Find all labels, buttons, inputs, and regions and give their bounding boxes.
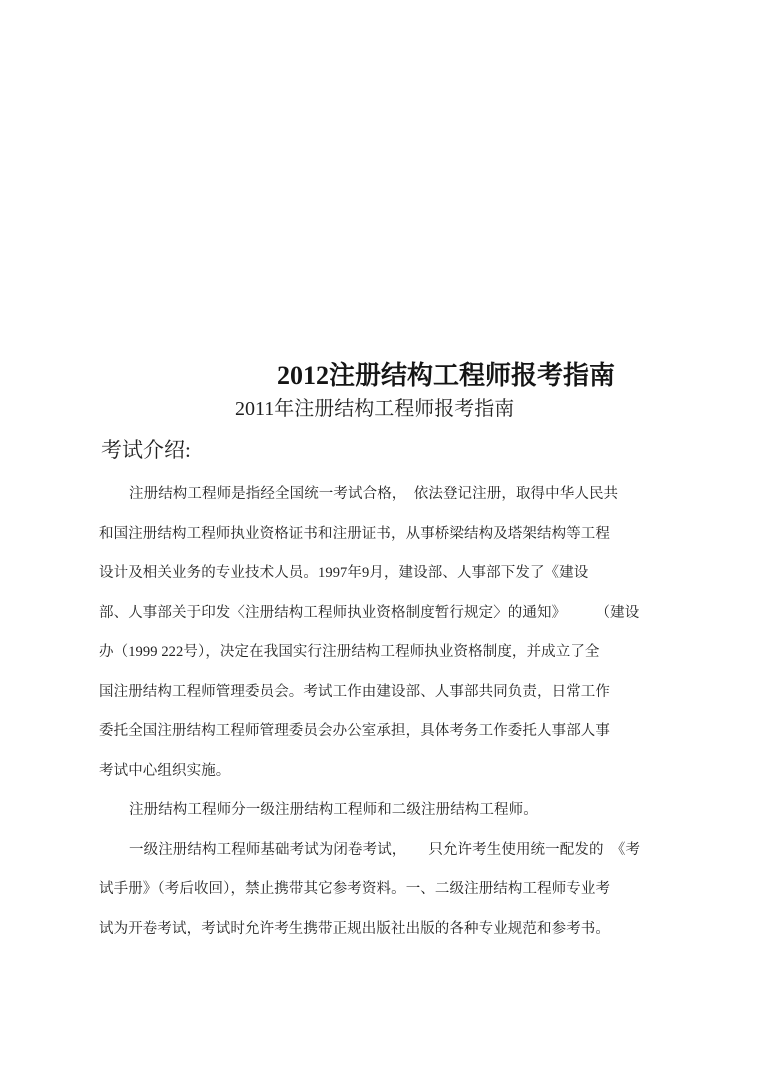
document-subtitle: 2011年注册结构工程师报考指南 [235,398,515,420]
body-line: 注册结构工程师是指经全国统一考试合格， 依法登记注册，取得中华人民共 [129,486,619,502]
document-title: 2012注册结构工程师报考指南 [277,361,616,390]
body-line: 委托全国注册结构工程师管理委员会办公室承担，具体考务工作委托人事部人事 [99,723,610,739]
document-body [99,475,664,949]
body-line: 国注册结构工程师管理委员会。考试工作由建设部、人事部共同负责，日常工作 [99,683,610,700]
body-line: 和国注册结构工程师执业资格证书和注册证书，从事桥梁结构及塔架结构等工程 [99,525,610,542]
body-line: 设计及相关业务的专业技术人员。1997年9月，建设部、人事部下发了《建设 [99,565,589,581]
body-line: 办（1999 222号），决定在我国实行注册结构工程师执业资格制度，并成立了全 [99,644,600,660]
body-line: 试为开卷考试，考试时允许考生携带正规出版社出版的各种专业规范和参考书。 [99,920,610,937]
body-line: 注册结构工程师分一级注册结构工程师和二级注册结构工程师。 [129,802,538,818]
section-heading-exam-intro: 考试介绍: [101,438,191,462]
body-line: 考试中心组织实施。 [99,762,231,779]
body-line: 一级注册结构工程师基础考试为闭卷考试， 只允许考生使用统一配发的 《考 [129,841,641,858]
body-line: 试手册》（考后收回），禁止携带其它参考资料。一、二级注册结构工程师专业考 [99,881,611,897]
body-line: 部、人事部关于印发〈注册结构工程师执业资格制度暂行规定〉的通知》 （建设 [99,604,640,621]
